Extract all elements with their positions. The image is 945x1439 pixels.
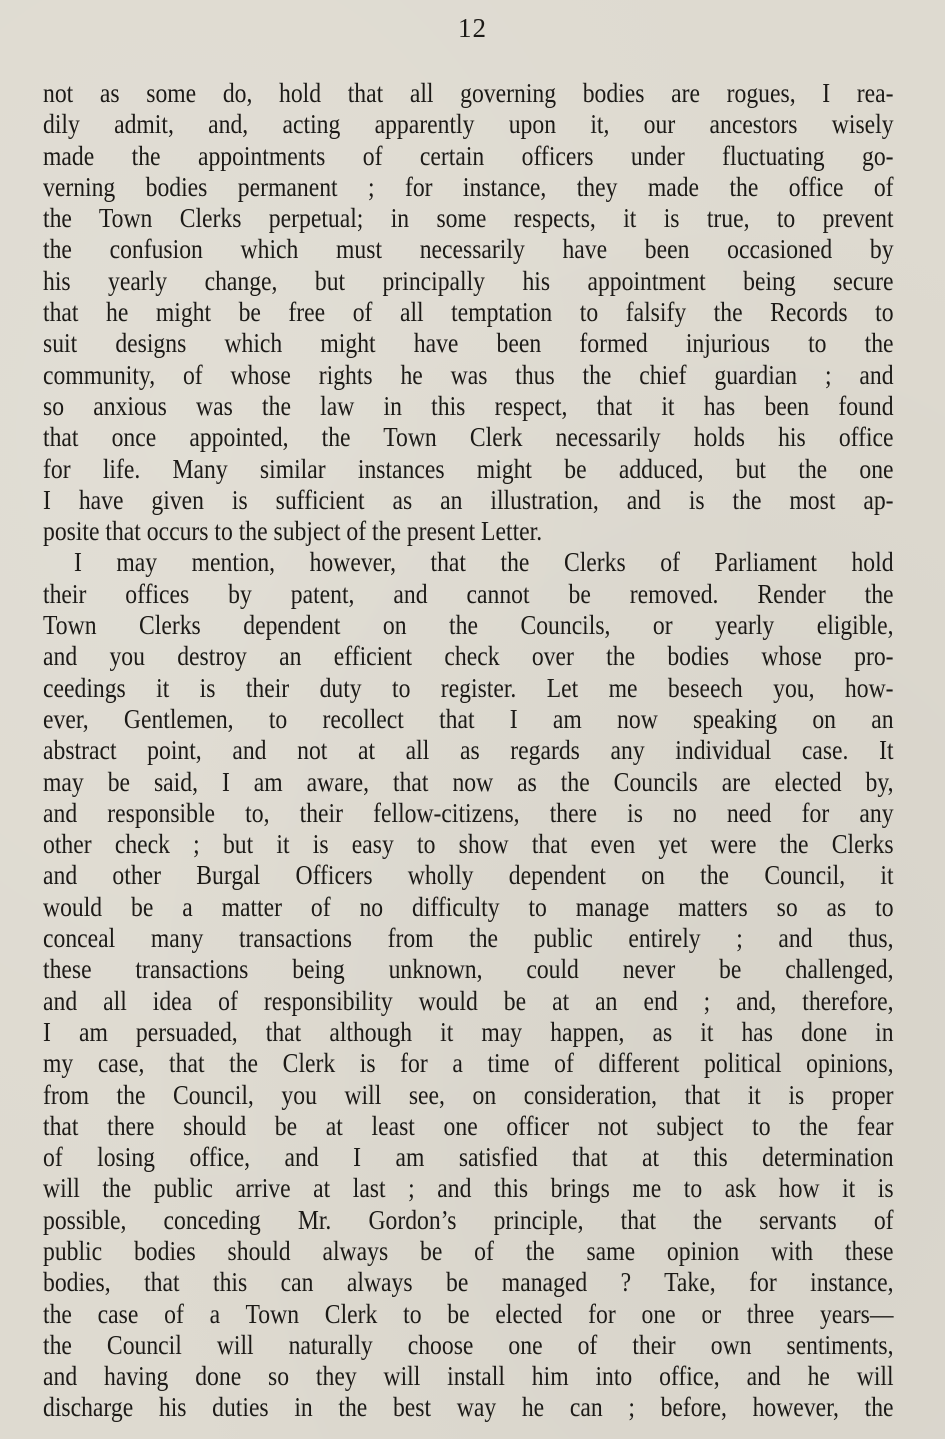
text-line: their offices by patent, and cannot be removed. Render the	[43, 577, 894, 609]
page-number: 12	[458, 13, 487, 43]
text-line: verning bodies permanent ; for instance, they made the office of	[43, 170, 894, 202]
text-line: dily admit, and, acting apparently upon it, our ancestors wisely	[43, 108, 894, 140]
paragraph-continued	[43, 77, 894, 546]
text-line: the Town Clerks perpetual; in some respects, it is true, to prevent	[43, 202, 894, 234]
text-line: that once appointed, the Town Clerk necessarily holds his office	[43, 421, 894, 453]
text-line: so anxious was the law in this respect, that it has been found	[43, 389, 894, 421]
text-line: public bodies should always be of the same opinion with these	[43, 1234, 894, 1266]
text-line: and responsible to, their fellow-citizens, there is no need for any	[43, 796, 894, 828]
text-line: may be said, I am aware, that now as the Councils are elected by,	[43, 765, 894, 797]
text-line: Town Clerks dependent on the Councils, or yearly eligible,	[43, 609, 894, 641]
text-line: for life. Many similar instances might be adduced, but the one	[43, 452, 894, 484]
text-line: made the appointments of certain officers under fluctuating go-	[43, 139, 894, 171]
text-line: would be a matter of no difficulty to manage matters so as to	[43, 890, 894, 922]
text-line: his yearly change, but principally his appointment being secure	[43, 264, 894, 296]
text-line: community, of whose rights he was thus the chief guardian ; and	[43, 358, 894, 390]
text-line: I may mention, however, that the Clerks of Parliament hold	[73, 546, 894, 578]
text-line: bodies, that this can always be managed ? Take, for instance,	[43, 1266, 894, 1298]
text-line: possible, conceding Mr. Gordon’s principle, that the servants of	[43, 1203, 894, 1235]
text-line: I have given is sufficient as an illustration, and is the most ap-	[43, 483, 894, 515]
text-line: suit designs which might have been formed injurious to the	[43, 327, 894, 359]
paragraph	[43, 546, 894, 1422]
text-line: the case of a Town Clerk to be elected for one or three years—	[43, 1297, 894, 1329]
text-line: from the Council, you will see, on consideration, that it is proper	[43, 1078, 894, 1110]
body-text	[43, 77, 894, 1423]
text-line: that he might be free of all temptation to falsify the Records to	[43, 296, 894, 328]
text-line: ceedings it is their duty to register. Let me beseech you, how-	[43, 671, 894, 703]
text-line: that there should be at least one officer not subject to the fear	[43, 1109, 894, 1141]
text-line: the Council will naturally choose one of their own sentiments,	[43, 1328, 894, 1360]
text-line: other check ; but it is easy to show that even yet were the Clerks	[43, 828, 894, 860]
text-line: I am persuaded, that although it may happen, as it has done in	[43, 1015, 894, 1047]
text-line: my case, that the Clerk is for a time of different political opinions,	[43, 1047, 894, 1079]
text-line: and you destroy an efficient check over the bodies whose pro-	[43, 640, 894, 672]
text-line: the confusion which must necessarily have been occasioned by	[43, 233, 894, 265]
text-line: these transactions being unknown, could never be challenged,	[43, 953, 894, 985]
text-line: conceal many transactions from the public entirely ; and thus,	[43, 922, 894, 954]
text-line: not as some do, hold that all governing bodies are rogues, I rea-	[43, 77, 894, 108]
text-line: of losing office, and I am satisfied that at this determination	[43, 1141, 894, 1173]
text-line: and other Burgal Officers wholly dependent on the Council, it	[43, 859, 894, 891]
text-line: ever, Gentlemen, to recollect that I am now speaking on an	[43, 702, 894, 734]
text-line: will the public arrive at last ; and this brings me to ask how it is	[43, 1172, 894, 1204]
text-line: posite that occurs to the subject of the present Letter.	[43, 515, 543, 547]
text-line: discharge his duties in the best way he can ; before, however, the	[43, 1391, 894, 1423]
text-line: and having done so they will install him into office, and he will	[43, 1360, 894, 1392]
text-line: abstract point, and not at all as regards any individual case. It	[43, 734, 894, 766]
text-line: and all idea of responsibility would be at an end ; and, therefore,	[43, 984, 894, 1016]
